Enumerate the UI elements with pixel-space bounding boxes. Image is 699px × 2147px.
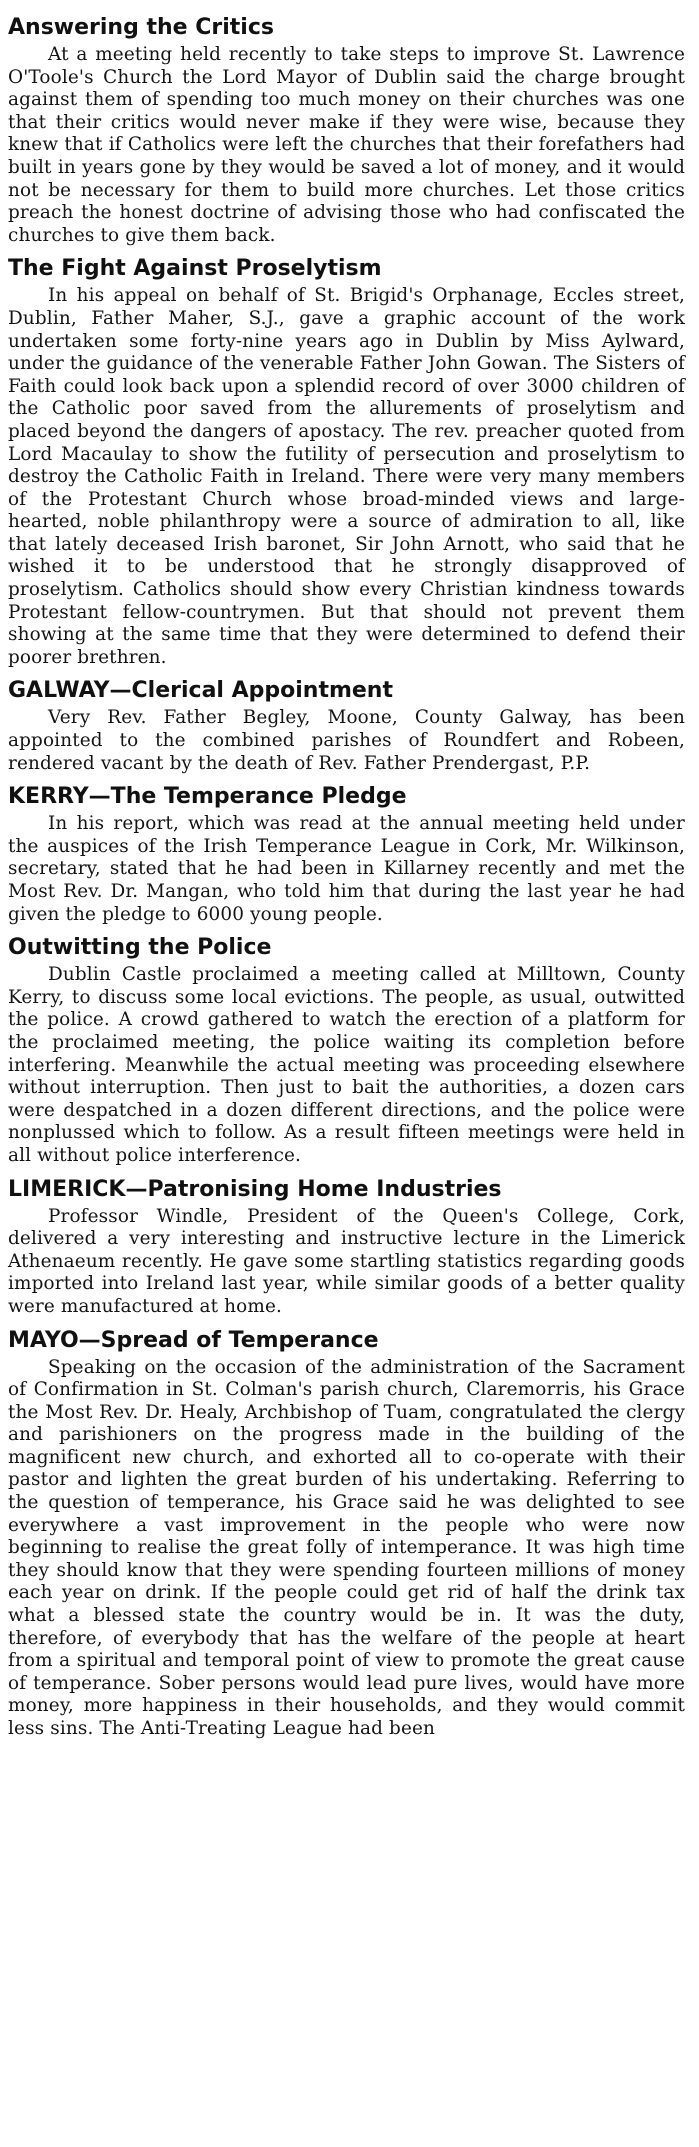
- article-body: In his report, which was read at the annual meeting held under the auspices of the Irish Temperance League in Cork, Mr. Wilkinson, secretary, stated that he had been in Killarney recently and met the Most Rev. Dr. Mangan, who told him that during the last year he had given the pledge to 6000 young people.: [8, 813, 685, 925]
- article-answering-the-critics: [8, 14, 685, 247]
- article-headline: Outwitting the Police: [8, 935, 272, 961]
- article-galway-clerical-appointment: [8, 677, 685, 775]
- article-body: Professor Windle, President of the Queen's College, Cork, delivered a very interesting and instructive lecture in the Limerick Athenaeum recently. He gave some startling statistics regarding goods imported into Ireland last year, while similar goods of a better quality were manufactured at home.: [8, 1205, 685, 1317]
- article-body: Speaking on the occasion of the administration of the Sacrament of Confirmation in St. Colman's parish church, Claremorris, his Grace the Most Rev. Dr. Healy, Archbishop of Tuam, congratulated the clergy and parishioners on the progress made in the building of the magnificent new church, and exhorted all to co-operate with their pastor and lighten the great burden of his undertaking. Referring to the question of temperance, his Grace said he was delighted to see everywhere a vast improvement in the people who were now beginning to realise the great folly of intemperance. It was high time they should know that they were spending fourteen millions of money each year on drink. If the people could get rid of half the drink tax what a blessed state the country would be in. It was the duty, therefore, of everybody that has the welfare of the people at heart from a spiritual and temporal point of view to promote the great cause of temperance. Sober persons would lead pure lives, would have more money, more happiness in their households, and they would commit less sins. The Anti-Treating League had been: [8, 1356, 685, 1739]
- article-headline: GALWAY—Clerical Appointment: [8, 678, 393, 704]
- article-fight-against-proselytism: [8, 255, 685, 669]
- article-headline: KERRY—The Temperance Pledge: [8, 784, 407, 810]
- article-headline: Answering the Critics: [8, 15, 274, 40]
- article-headline: The Fight Against Proselytism: [8, 256, 382, 282]
- article-body: At a meeting held recently to take steps to improve St. Lawrence O'Toole's Church the Lord Mayor of Dublin said the charge brought against them of spending too much money on their churches was one that their critics would never make if they were wise, because they knew that if Catholics were left the churches that their forefathers had built in years gone by they would be saved a lot of money, and it would not be necessary for them to build more churches. Let those critics preach the honest doctrine of advising those who had confiscated the churches to give them back.: [8, 44, 685, 246]
- article-mayo-spread-of-temperance: [8, 1327, 685, 1741]
- article-kerry-temperance-pledge: [8, 783, 685, 926]
- article-limerick-home-industries: [8, 1176, 685, 1319]
- article-body: Very Rev. Father Begley, Moone, County Galway, has been appointed to the combined parishes of Roundfert and Robeen, rendered vacant by the death of Rev. Father Prendergast, P.P.: [8, 707, 685, 774]
- article-body: Dublin Castle proclaimed a meeting called at Milltown, County Kerry, to discuss some local evictions. The people, as usual, outwitted the police. A crowd gathered to watch the erection of a platform for the proclaimed meeting, the police waiting its completion before interfering. Meanwhile the actual meeting was proceeding elsewhere without interruption. Then just to bait the authorities, a dozen cars were despatched in a dozen different directions, and the police were nonplussed which to follow. As a result fifteen meetings were held in all without police interference.: [8, 964, 685, 1166]
- article-outwitting-the-police: [8, 934, 685, 1167]
- article-headline: LIMERICK—Patronising Home Industries: [8, 1176, 502, 1202]
- article-headline: MAYO—Spread of Temperance: [8, 1327, 379, 1353]
- article-body: In his appeal on behalf of St. Brigid's Orphanage, Eccles street, Dublin, Father Maher, S.J., gave a graphic account of the work undertaken some forty-nine years ago in Dublin by Miss Aylward, under the guidance of the venerable Father John Gowan. The Sisters of Faith could look back upon a splendid record of over 3000 children of the Catholic poor saved from the allurements of proselytism and placed beyond the dangers of apostacy. The rev. preacher quoted from Lord Macaulay to show the futility of persecution and proselytism to destroy the Catholic Faith in Ireland. There were very many members of the Protestant Church whose broad-minded views and large-hearted, noble philanthropy were a source of admiration to all, like that lately deceased Irish baronet, Sir John Arnott, who said that he wished it to be understood that he strongly disapproved of proselytism. Catholics should show every Christian kindness towards Protestant fellow-countrymen. But that should not prevent them showing at the same time that they were determined to defend their poorer brethren.: [8, 285, 685, 668]
